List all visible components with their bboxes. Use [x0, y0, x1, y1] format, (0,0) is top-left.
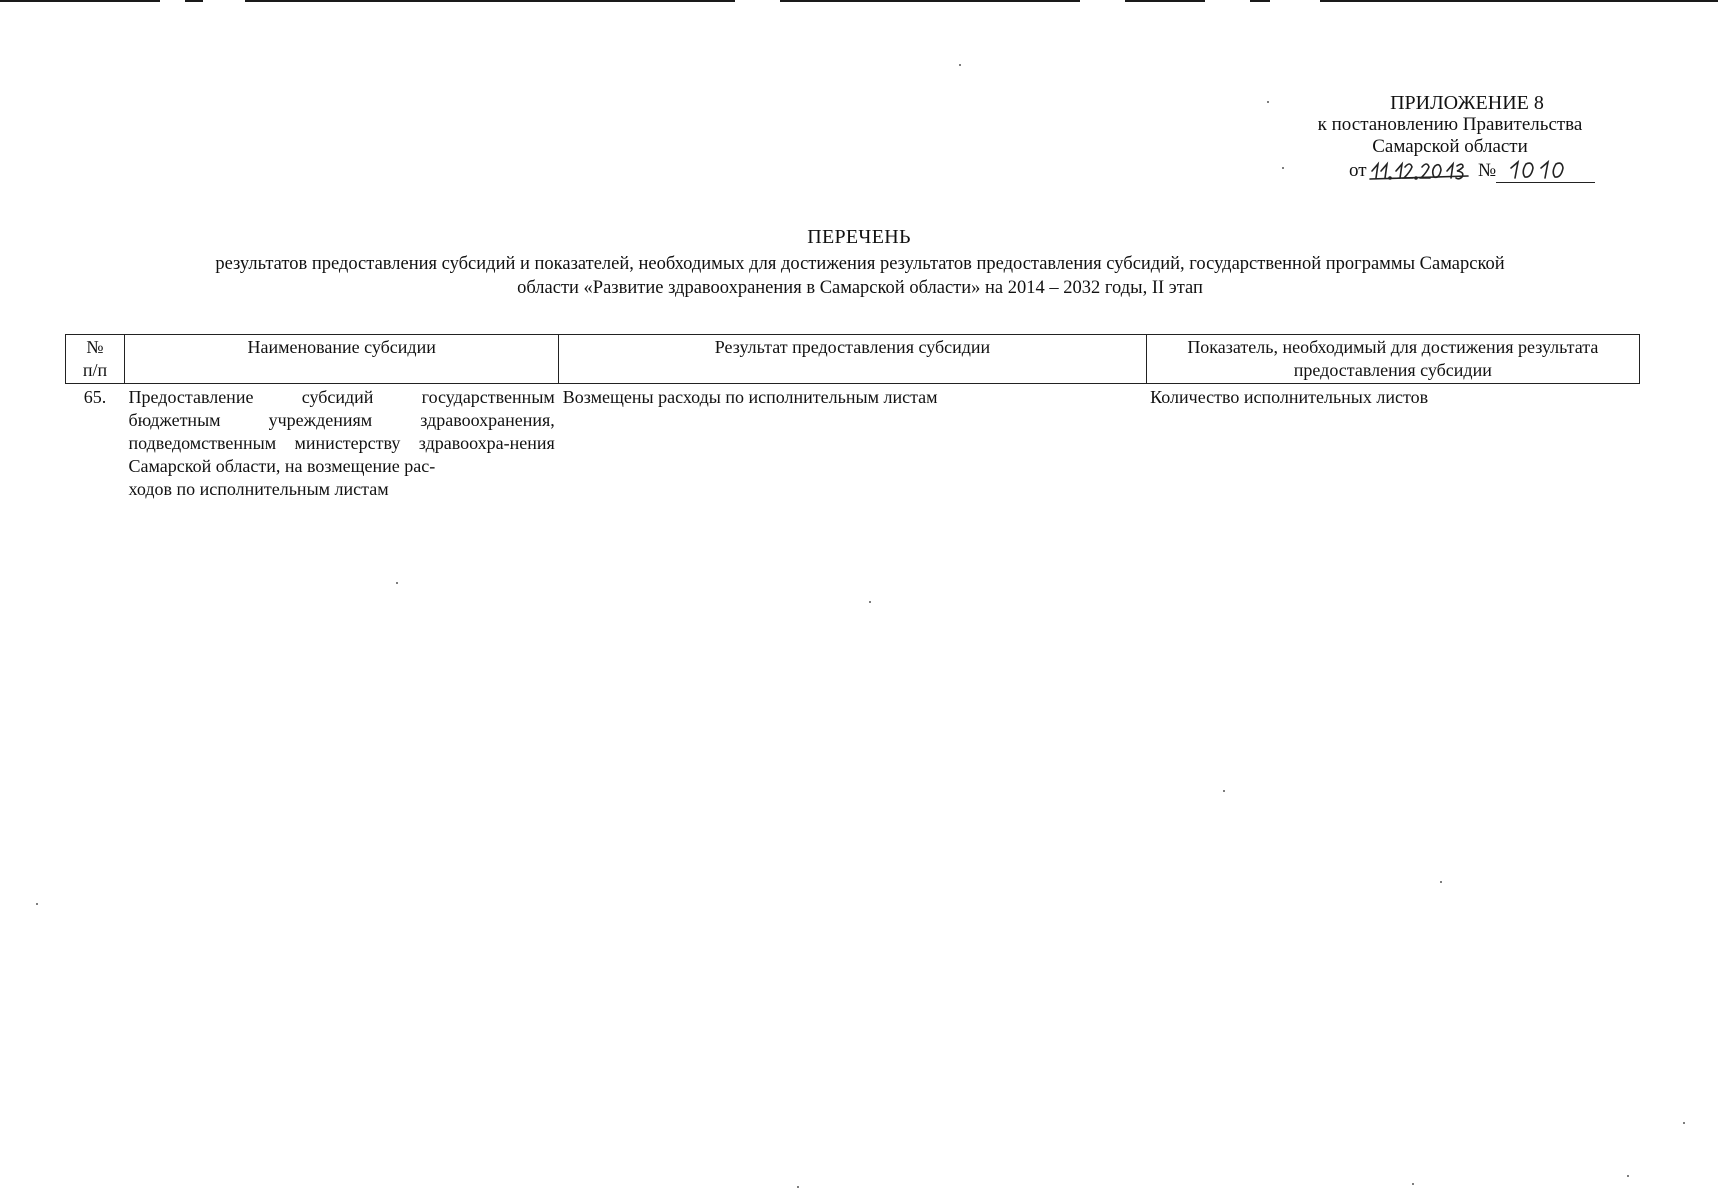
scan-speck: [1627, 1175, 1629, 1177]
header-indicator-line-2: предоставления субсидии: [1293, 360, 1492, 380]
appendix-number-underline: [1496, 182, 1595, 183]
row-number: 65.: [83, 387, 107, 407]
scan-speck: [396, 582, 398, 584]
row-indicator: Количество исполнительных листов: [1150, 387, 1429, 407]
scan-edge-line: [1320, 0, 1718, 2]
header-number-line-1: №: [86, 337, 104, 357]
scan-edge-line: [185, 0, 203, 2]
document-subtitle-line-2: области «Развитие здравоохранения в Самарской области» на 2014 – 2032 годы, II этап: [517, 278, 1203, 298]
header-subsidy-name: Наименование субсидии: [125, 335, 559, 384]
document-subtitle: [130, 252, 1590, 300]
subsidy-table: [65, 334, 1640, 503]
scan-speck: [1440, 881, 1442, 883]
scan-speck: [36, 903, 38, 905]
document-title: ПЕРЕЧЕНЬ: [807, 226, 911, 248]
row-subsidy-name-last: ходов по исполнительным листам: [128, 479, 389, 499]
scan-edge-line: [1250, 0, 1270, 2]
header-number: [66, 335, 125, 384]
scan-speck: [1683, 1122, 1685, 1124]
appendix-line-2: Самарской области: [1372, 136, 1528, 157]
header-indicator: [1146, 335, 1639, 384]
scan-edge-line: [0, 0, 160, 2]
row-subsidy-name: [125, 384, 559, 504]
document-subtitle-line-1: результатов предоставления субсидий и показателей, необходимых для достижения результатов предоставления субсидий, государственной программы Самарской: [215, 254, 1505, 274]
scan-speck: [1223, 790, 1225, 792]
table-row: [66, 384, 1640, 504]
handwritten-number: [1505, 158, 1575, 182]
header-number-line-2: п/п: [82, 360, 108, 380]
header-result: Результат предоставления субсидии: [559, 335, 1146, 384]
scan-speck: [1282, 167, 1284, 169]
header-indicator-line-1: Показатель, необходимый для достижения результата: [1187, 337, 1599, 357]
appendix-number-label: №: [1478, 160, 1497, 181]
appendix-line-1: к постановлению Правительства: [1317, 114, 1583, 135]
scan-edge-line: [1125, 0, 1205, 2]
row-subsidy-name-main: Предоставление субсидий государственным бюджетным учреждениям здравоохранения, подведомственным министерству здравоохра-нения Самарской области, на возмещение рас-: [128, 387, 555, 476]
table-header-row: [66, 335, 1640, 384]
scan-speck: [797, 1186, 799, 1188]
scan-speck: [869, 601, 871, 603]
appendix-title: ПРИЛОЖЕНИЕ 8: [1390, 92, 1544, 114]
row-result: Возмещены расходы по исполнительным листам: [562, 387, 938, 407]
handwritten-date: [1368, 158, 1480, 184]
appendix-from-label: от: [1349, 160, 1367, 181]
scan-edge-line: [780, 0, 1080, 2]
scan-edge-line: [245, 0, 735, 2]
scan-speck: [1412, 1183, 1414, 1185]
appendix-block: [1300, 92, 1600, 184]
scan-speck: [1267, 101, 1269, 103]
appendix-date-number-line: [1300, 158, 1600, 184]
scan-speck: [959, 64, 961, 66]
